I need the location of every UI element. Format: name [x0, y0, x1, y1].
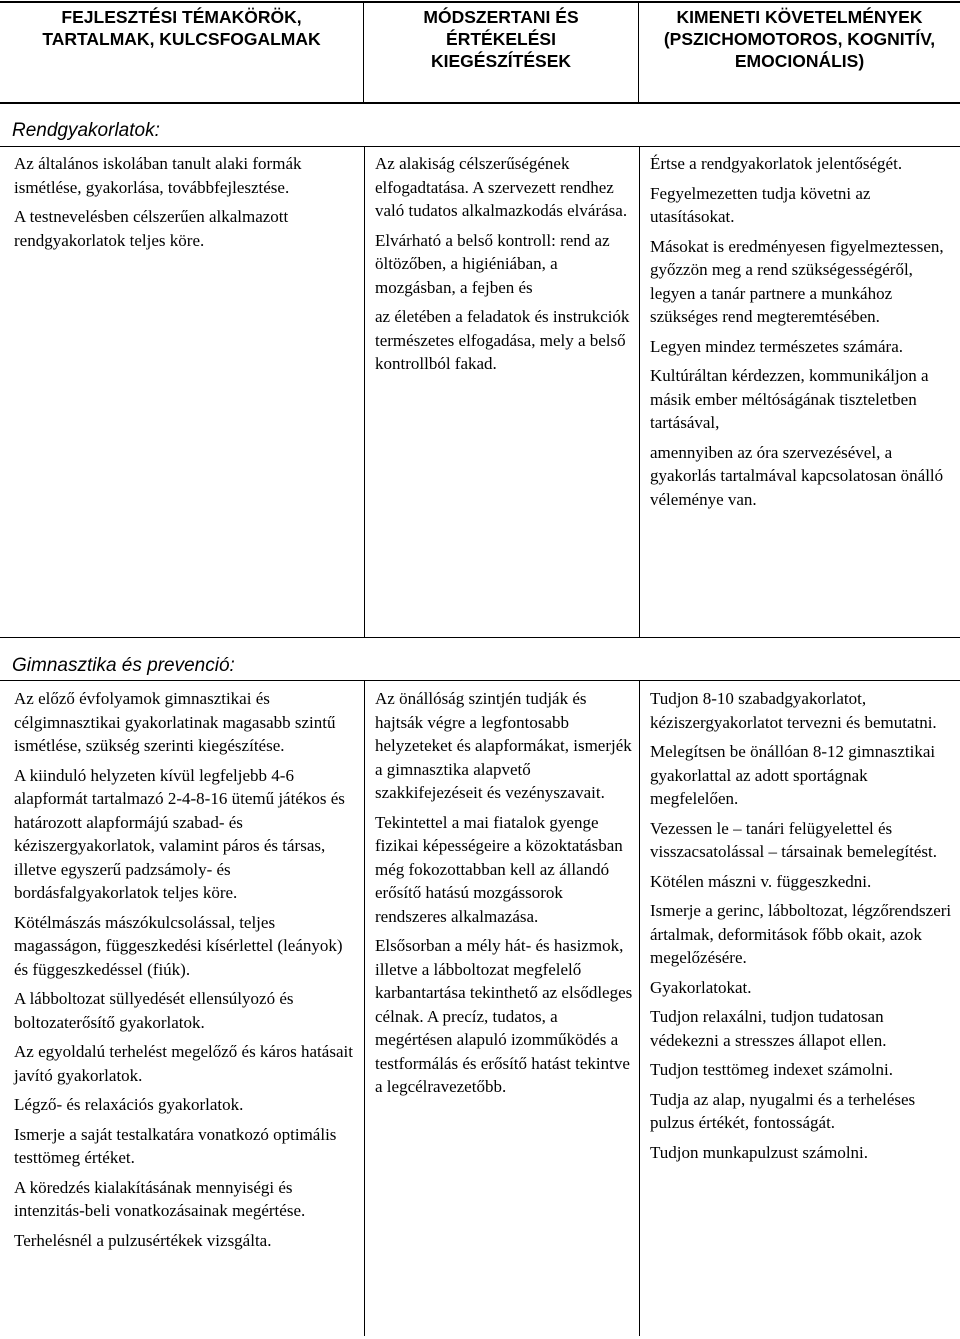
text-paragraph: A testnevelésben célszerűen alkalmazott rendgyakorlatok teljes köre. — [14, 207, 289, 250]
text-paragraph: az életében a feladatok és instrukciók természetes elfogadása, mely a belső kontrollból fakad. — [375, 307, 630, 373]
header-col-topics: FEJLESZTÉSI TÉMAKÖRÖK, TARTALMAK, KULCSFOGALMAK — [0, 2, 364, 102]
text-paragraph: Az alakiság célszerűségének elfogadtatása. A szervezett rendhez való tudatos alkalmazkodás elvárása. — [375, 154, 628, 220]
text-paragraph: Az egyoldalú terhelést megelőző és káros hatásait javító gyakorlatok. — [14, 1042, 353, 1085]
text-paragraph: Terhelésnél a pulzusértékek vizsgálta. — [14, 1230, 272, 1250]
section1-col1 — [14, 152, 356, 258]
section2-top-border — [0, 680, 960, 681]
text-paragraph: Kultúráltan kérdezzen, kommunikáljon a másik ember méltóságának tiszteletben tartásával, — [650, 366, 929, 432]
text-paragraph: A lábboltozat süllyedését ellensúlyozó és boltozaterősítő gyakorlatok. — [14, 989, 294, 1032]
text-paragraph: Elsősorban a mély hát- és hasizmok, illetve a lábboltozat megfelelő karbantartása tekinthető az elsődleges célnak. A precíz, tudatos, a megértésen alapuló izomműködés a testformálás és erősítő hatást tekintve a legcélravezetőbb. — [375, 936, 633, 1096]
section2-col1 — [14, 687, 356, 1258]
text-paragraph: Tudja az alap, nyugalmi és a terheléses pulzus értékét, fontosságát. — [650, 1089, 916, 1132]
text-paragraph: Tekintettel a mai fiatalok gyenge fizikai képességeire a közoktatásban még fokozottabban kell az állandó erősítő hatású mozgássorok rendszeres alkalmazása. — [375, 812, 623, 926]
divider-1-top — [364, 146, 365, 637]
text-paragraph: Kötélmászás mászókulcsolással, teljes magasságon, függeszkedési kísérlettel (leányok) és függeszkedéssel (fiúk). — [14, 912, 343, 979]
header-col-requirements: KIMENETI KÖVETELMÉNYEK (PSZICHOMOTOROS, KOGNITÍV, EMOCIONÁLIS) — [663, 7, 936, 71]
text-paragraph: A kiinduló helyzeten kívül legfeljebb 4-6 alapformát tartalmazó 2-4-8-16 ütemű játékos és határozott alapformájú szabad- és kéziszergyakorlatok, valamint páros és társas, illetve egyszerű padzsámoly- és bordásfalgyakorlatok teljes köre. — [14, 765, 345, 902]
text-paragraph: Ismerje a saját testalkatára vonatkozó optimális testtömeg értéket. — [14, 1124, 337, 1167]
text-paragraph: Az előző évfolyamok gimnasztikai és célgimnasztikai gyakorlatinak magasabb szintű ismétlése, szükség szerinti kiegészítése. — [14, 689, 336, 755]
text-paragraph: A köredzés kialakításának mennyiségi és intenzitás-beli vonatkozásainak megértése. — [14, 1177, 306, 1220]
divider-1-bottom — [364, 680, 365, 1336]
text-paragraph: Kötélen mászni v. függeszkedni. — [650, 871, 872, 891]
text-paragraph: Értse a rendgyakorlatok jelentőségét. — [650, 154, 903, 173]
section1-bottom-border — [0, 637, 960, 638]
text-paragraph: Melegítsen be önállóan 8-12 gimnasztikai gyakorlattal az adott sportágnak megfelelően. — [650, 742, 936, 808]
text-paragraph: Légző- és relaxációs gyakorlatok. — [14, 1095, 244, 1114]
text-paragraph: Az önállóság szintjén tudják és hajtsák végre a legfontosabb helyzeteket és alapformákat, ismerjék a gimnasztika alapvető szakkifejezéseit és vezényszavait. — [375, 689, 632, 802]
section1-col2 — [375, 152, 633, 382]
text-paragraph: Tudjon relaxálni, tudjon tudatosan védekezni a stresszes állapot ellen. — [650, 1007, 887, 1050]
text-paragraph: Tudjon 8-10 szabadgyakorlatot, kéziszergyakorlatot tervezni és bemutatni. — [650, 689, 937, 732]
text-paragraph: Fegyelmezetten tudja követni az utasításokat. — [650, 183, 871, 226]
section1-col3 — [650, 152, 952, 517]
section1-top-border — [0, 146, 960, 147]
text-paragraph: Tudjon testtömeg indexet számolni. — [650, 1060, 894, 1079]
section-title-rendgyakorlatok: Rendgyakorlatok: — [12, 120, 160, 141]
header-bottom-border — [0, 102, 960, 104]
divider-2-bottom — [639, 680, 640, 1336]
text-paragraph: Legyen mindez természetes számára. — [650, 336, 903, 356]
section2-col3 — [650, 687, 952, 1170]
header-col-methods: MÓDSZERTANI ÉS ÉRTÉKELÉSI KIEGÉSZÍTÉSEK — [364, 2, 639, 102]
text-paragraph: Tudjon munkapulzust számolni. — [650, 1142, 869, 1162]
text-paragraph: Gyakorlatokat. — [650, 977, 752, 997]
text-paragraph: Vezessen le – tanári felügyelettel és visszacsatolással – társainak bemelegítést. — [650, 818, 938, 861]
text-paragraph: Ismerje a gerinc, lábboltozat, légzőrendszeri ártalmak, deformitások főbb okait, azok megelőzésére. — [650, 901, 952, 967]
text-paragraph: amennyiben az óra szervezésével, a gyakorlás tartalmával kapcsolatosan önálló véleménye van. — [650, 442, 944, 509]
section2-col2 — [375, 687, 633, 1105]
text-paragraph: Az általános iskolában tanult alaki formák ismétlése, gyakorlása, továbbfejlesztése. — [14, 154, 302, 197]
divider-2-top — [639, 146, 640, 637]
text-paragraph: Elvárható a belső kontroll: rend az öltözőben, a higiéniában, a mozgásban, a fejben és — [375, 230, 610, 297]
section-title-gimnasztika: Gimnasztika és prevenció: — [12, 655, 235, 676]
text-paragraph: Másokat is eredményesen figyelmeztessen, győzzön meg a rend szükségességéről, legyen a tanár partnere a munkához szükséges rend megteremtésében. — [650, 236, 944, 326]
